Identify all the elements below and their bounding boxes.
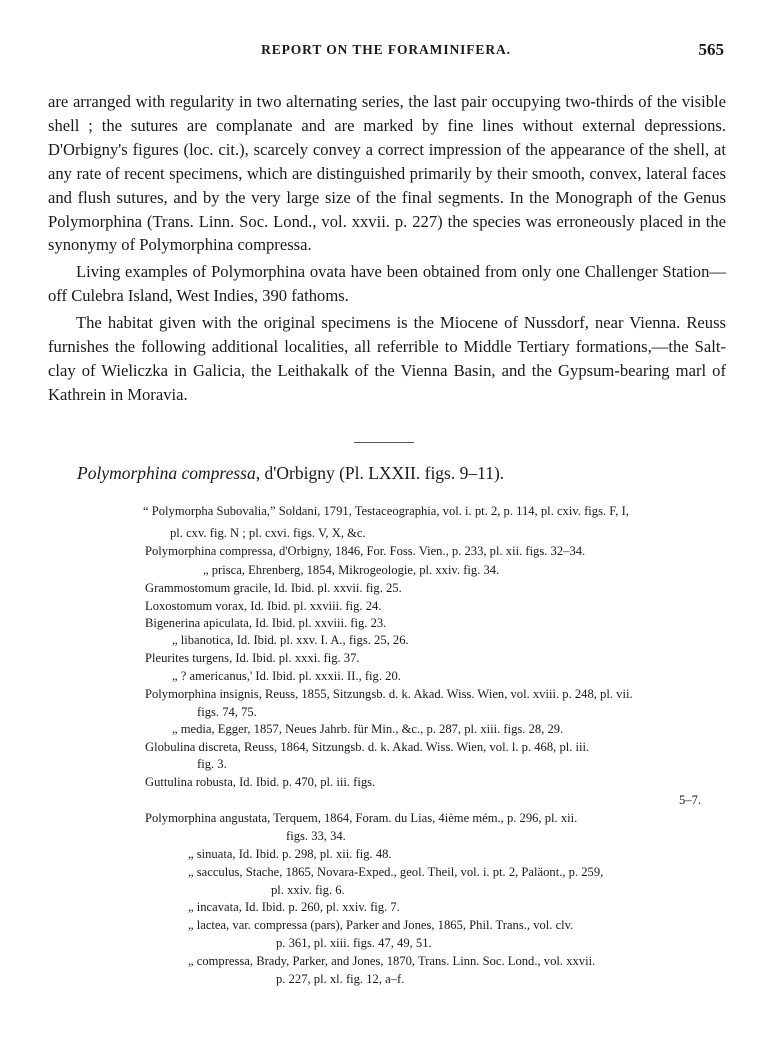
synonymy-line: Polymorphina compressa, d'Orbigny, 1846, For. Foss. Vien., p. 233, pl. xii. figs. 32–34. <box>145 544 586 558</box>
synonymy-line: „ sacculus, Stache, 1865, Novara-Exped., geol. Theil, vol. i. pt. 2, Paläont., p. 259, <box>188 865 604 879</box>
synonymy-line: Globulina discreta, Reuss, 1864, Sitzungsb. d. k. Akad. Wiss. Wien, vol. l. p. 468, pl. iii. <box>145 740 590 754</box>
synonymy-line: „ media, Egger, 1857, Neues Jahrb. für Min., &c., p. 287, pl. xiii. figs. 28, 29. <box>172 722 564 736</box>
synonymy-line: Polymorphina angustata, Terquem, 1864, Foram. du Lias, 4ième mém., p. 296, pl. xii. <box>145 811 578 825</box>
synonymy-line: p. 227, pl. xl. fig. 12, a–f. <box>276 972 405 986</box>
synonymy-line: Pleurites turgens, Id. Ibid. pl. xxxi. fig. 37. <box>145 651 360 665</box>
paragraph: Living examples of Polymorphina ovata have been obtained from only one Challenger Station—off Culebra Island, West Indies, 390 fathoms. <box>48 262 726 306</box>
synonymy-line: Loxostomum vorax, Id. Ibid. pl. xxviii. fig. 24. <box>145 599 382 613</box>
synonymy-line: “ Polymorpha Subovalia,” Soldani, 1791, Testaceographia, vol. i. pt. 2, p. 114, pl. cxiv. figs. F, I, <box>143 504 629 518</box>
synonymy-line: „ prisca, Ehrenberg, 1854, Mikrogeologie, pl. xxiv. fig. 34. <box>203 563 500 577</box>
synonymy-line: figs. 74, 75. <box>197 705 257 719</box>
species-name: Polymorphina compressa <box>77 463 256 483</box>
synonymy-line: fig. 3. <box>197 757 227 771</box>
running-title: REPORT ON THE FORAMINIFERA. <box>261 42 511 57</box>
species-heading <box>77 463 504 484</box>
synonymy-line: pl. xxiv. fig. 6. <box>271 883 345 897</box>
synonymy-line: „ ? americanus,' Id. Ibid. pl. xxxii. II., fig. 20. <box>172 669 401 683</box>
species-authority: , d'Orbigny (Pl. LXXII. figs. 9–11). <box>255 463 505 483</box>
synonymy-line: „ libanotica, Id. Ibid. pl. xxv. I. A., figs. 25, 26. <box>172 633 409 647</box>
paragraph: are arranged with regularity in two alternating series, the last pair occupying two-thirds of the visible shell ; the sutures are complanate and are marked by fine lines without external depressions. D'Orbigny's figures (loc. cit.), scarcely convey a correct impression of the appearance of the shell, at any rate of recent specimens, which are distinguished primarily by their smooth, convex, lateral faces and flush sutures, and by the very large size of the final segments. In the Monograph of the Genus Polymorphina (Trans. Linn. Soc. Lond., vol. xxvii. p. 227) the species was erroneously placed in the synonymy of Polymorphina compressa. <box>48 92 726 255</box>
synonymy-line: Polymorphina insignis, Reuss, 1855, Sitzungsb. d. k. Akad. Wiss. Wien, vol. xviii. p. 248, pl. vii. <box>145 687 633 701</box>
synonymy-line: p. 361, pl. xiii. figs. 47, 49, 51. <box>276 936 432 950</box>
synonymy-line: „ lactea, var. compressa (pars), Parker and Jones, 1865, Phil. Trans., vol. clv. <box>188 918 574 932</box>
synonymy-line: pl. cxv. fig. N ; pl. cxvi. figs. V, X, &c. <box>170 526 366 540</box>
synonymy-line: „ sinuata, Id. Ibid. p. 298, pl. xii. fig. 48. <box>188 847 392 861</box>
synonymy-line: Bigenerina apiculata, Id. Ibid. pl. xxviii. fig. 23. <box>145 616 387 630</box>
synonymy-line: Grammostomum gracile, Id. Ibid. pl. xxvii. fig. 25. <box>145 581 402 595</box>
synonymy-line: „ incavata, Id. Ibid. p. 260, pl. xxiv. fig. 7. <box>188 900 400 914</box>
synonymy-line: Guttulina robusta, Id. Ibid. p. 470, pl. iii. figs. <box>145 775 376 789</box>
page-number: 565 <box>698 40 724 59</box>
body-text <box>48 90 726 407</box>
section-divider <box>354 442 414 443</box>
running-header <box>48 42 724 62</box>
synonymy-line: 5–7. <box>679 793 702 807</box>
synonymy-line: „ compressa, Brady, Parker, and Jones, 1870, Trans. Linn. Soc. Lond., vol. xxvii. <box>188 954 596 968</box>
synonymy-line: figs. 33, 34. <box>286 829 346 843</box>
paragraph: The habitat given with the original specimens is the Miocene of Nussdorf, near Vienna. Reuss furnishes the following additional localities, all referrible to Middle Tertiary formations,—the Salt-clay of Wieliczka in Galicia, the Leithakalk of the Vienna Basin, and the Gypsum-bearing marl of Kathrein in Moravia. <box>48 313 726 404</box>
